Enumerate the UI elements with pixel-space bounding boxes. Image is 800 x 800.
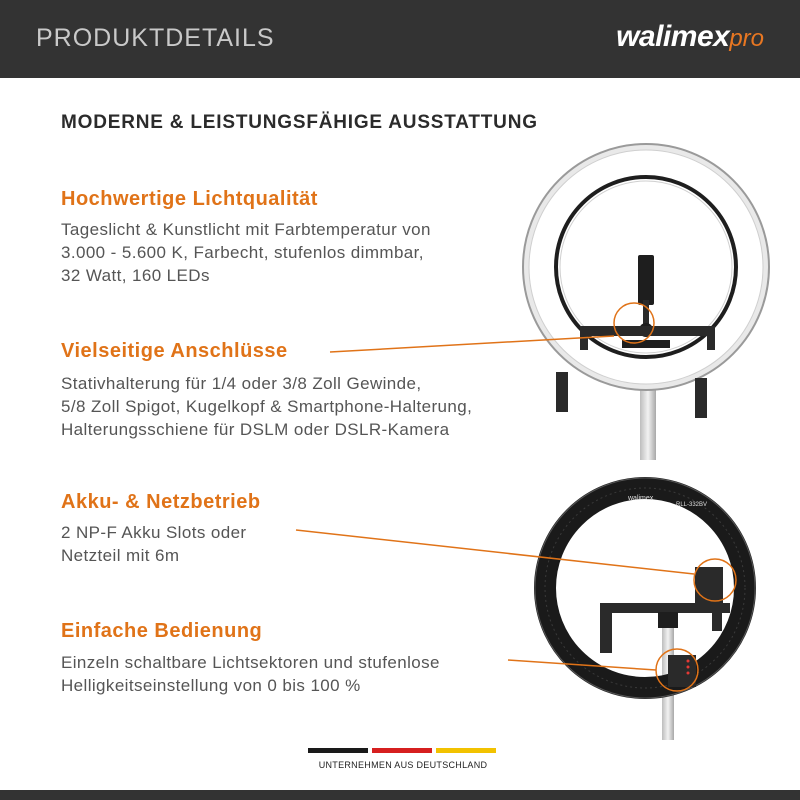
battery-slot [695,567,723,603]
feature-desc-line: Einzeln schaltbare Lichtsektoren und stufenlose [61,653,440,672]
holder-stem [643,300,649,325]
highlight-circle-mount [614,303,654,343]
flag-stripe-gold [436,748,496,753]
back-stand-pole [662,625,674,740]
header-bar [0,0,800,78]
ring-inner-edge [556,177,736,357]
feature-title-operation: Einfache Bedienung [61,620,263,642]
footer-bar [0,790,800,800]
header-title: PRODUKTDETAILS [36,24,275,52]
ring-light-front-image [523,144,769,460]
feature-desc-line: Netzteil mit 6m [61,546,180,565]
feature-desc-line: 5/8 Zoll Spigot, Kugelkopf & Smartphone-Halterung, [61,397,473,416]
control-panel [668,655,696,687]
bracket-left-leg [556,382,568,410]
callout-line-power [296,530,694,574]
flag-stripe-black [308,748,368,753]
callout-line-operation [508,660,656,670]
feature-desc-line: Stativhalterung für 1/4 oder 3/8 Zoll Gewinde, [61,374,422,393]
mount-clamp [622,340,670,348]
feature-desc-light-quality [61,218,431,287]
feature-desc-line: Helligkeitseinstellung von 0 bis 100 % [61,676,361,695]
feature-title-light-quality: Hochwertige Lichtqualität [61,188,318,210]
ring-inner [560,181,732,353]
page-title: MODERNE & LEISTUNGSFÄHIGE AUSSTATTUNG [61,112,538,133]
callout-line-connections [330,336,614,352]
highlight-circle-controls [656,649,698,691]
brand-logo [616,20,764,60]
feature-desc-line: 2 NP-F Akku Slots oder [61,523,247,542]
back-ring-brand: walimex [628,495,654,502]
flag-stripe-red [372,748,432,753]
bracket-rail [580,326,715,336]
ring-diffuser [529,150,763,384]
feature-desc-line: Tageslicht & Kunstlicht mit Farbtemperatur von [61,220,431,239]
ring-light-back-image [535,478,755,740]
back-ring-housing [545,488,745,688]
feature-title-connections: Vielseitige Anschlüsse [61,340,288,362]
phone-holder [638,255,654,305]
bracket-right-leg [695,378,707,418]
feature-desc-line: 3.000 - 5.600 K, Farbecht, stufenlos dimmbar, [61,243,424,262]
footer-caption: UNTERNEHMEN AUS DEUTSCHLAND [318,760,488,770]
feature-desc-connections [61,372,472,441]
logo-main-text: walimex [616,20,730,53]
feature-title-power: Akku- & Netzbetrieb [61,491,261,513]
feature-desc-line: Halterungsschiene für DSLM oder DSLR-Kamera [61,420,450,439]
stand-pole [640,350,656,460]
feature-desc-line: 32 Watt, 160 LEDs [61,266,210,285]
feature-desc-operation [61,651,440,697]
back-bracket-rail [600,603,730,613]
ball-head [639,323,653,337]
highlight-circle-battery [694,559,736,601]
logo-pro-text: pro [729,25,764,52]
feature-desc-power [61,521,246,567]
back-ring-model: RLL-332BV [676,502,708,508]
ring-outer [523,144,769,390]
